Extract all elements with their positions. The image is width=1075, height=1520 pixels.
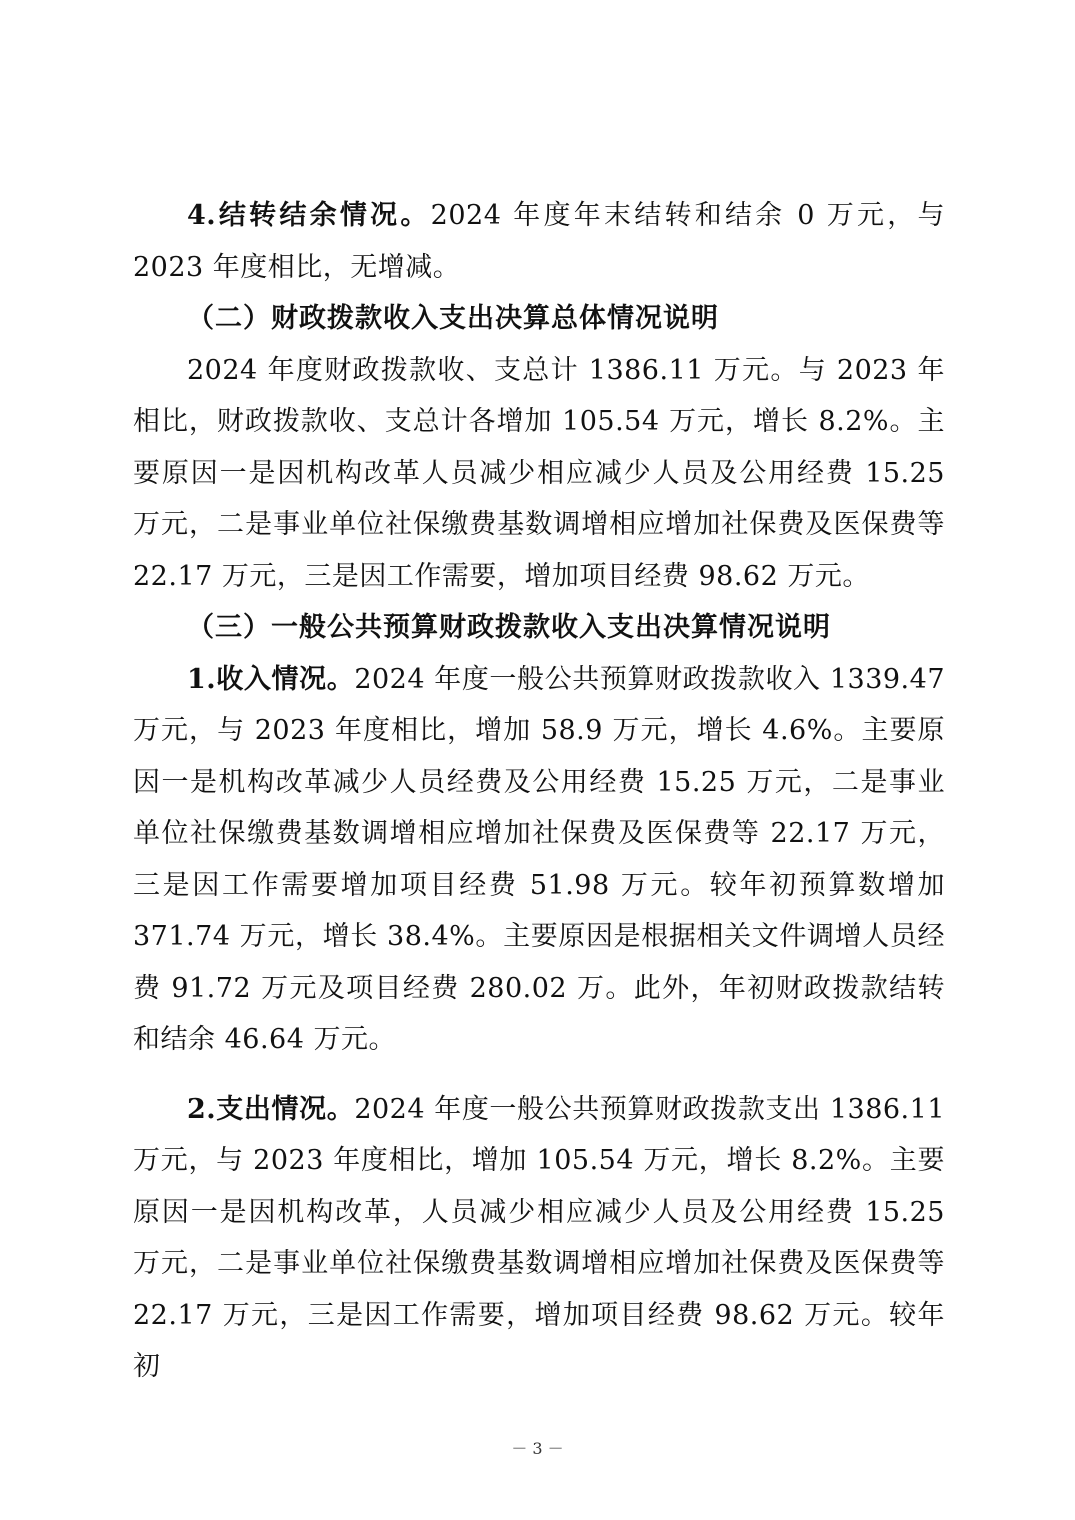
expenditure-paragraph [133,1084,945,1393]
carryover-paragraph [133,190,945,293]
section-heading-three: （三）一般公共预算财政拨款收入支出决算情况说明 [187,612,831,643]
expenditure-lead: 2.支出情况。 [187,1093,355,1125]
paragraph-gap [133,1066,945,1084]
carryover-text: 2024 年度年末结转和结余 0 万元，与 2023 年度相比，无增减。 [133,200,946,283]
section-heading-two: （二）财政拨款收入支出决算总体情况说明 [187,303,719,334]
expenditure-text: 2024 年度一般公共预算财政拨款支出 1386.11 万元，与 2023 年度相比，增加 105.54 万元，增长 8.2%。主要原因一是因机构改革，人员减少相应减少人员及公用经费 15.25 万元，二是事业单位社保缴费基数调增相应增加社保费及医保费等 22.17 万元，三是因工作需要，增加项目经费 98.62 万元。较年初 [133,1093,946,1382]
carryover-lead: 4.结转结余情况。 [187,200,431,231]
income-lead: 1.收入情况。 [187,663,355,695]
document-body [133,190,945,1393]
overall-paragraph: 2024 年度财政拨款收、支总计 1386.11 万元。与 2023 年相比，财政拨款收、支总计各增加 105.54 万元，增长 8.2%。主要原因一是因机构改革人员减少相应减少人员及公用经费 15.25 万元，二是事业单位社保缴费基数调增相应增加社保费及医保费等 22.17 万元，三是因工作需要，增加项目经费 98.62 万元。 [133,354,945,592]
income-text: 2024 年度一般公共预算财政拨款收入 1339.47 万元，与 2023 年度相比，增加 58.9 万元，增长 4.6%。主要原因一是机构改革减少人员经费及公用经费 15.25 万元，二是事业单位社保缴费基数调增相应增加社保费及医保费等 22.17 万元，三是因工作需要增加项目经费 51.98 万元。较年初预算数增加 371.74 万元，增长 38.4%。主要原因是根据相关文件调增人员经费 91.72 万元及项目经费 280.02 万。此外，年初财政拨款结转和结余 46.64 万元。 [133,663,946,1055]
income-paragraph [133,654,945,1066]
page-number: － 3 － [511,1439,564,1458]
